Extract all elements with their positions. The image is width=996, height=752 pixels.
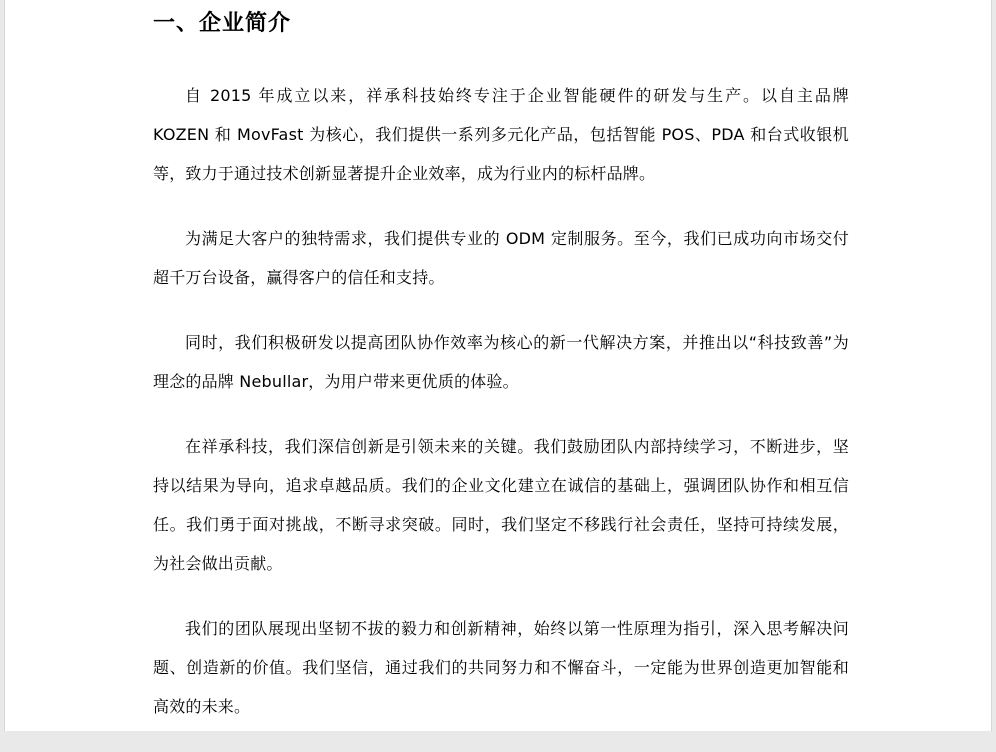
paragraph-founding: 自 2015 年成立以来，祥承科技始终专注于企业智能硬件的研发与生产。以自主品牌 KOZEN 和 MovFast 为核心，我们提供一系列多元化产品，包括智能 POS、PDA 和台式收银机等，致力于通过技术创新显著提升企业效率，成为行业内的标杆品牌。 — [153, 86, 849, 183]
document-page — [4, 0, 992, 731]
section-heading: 一、企业简介 — [153, 11, 292, 36]
paragraph-odm-service: 为满足大客户的独特需求，我们提供专业的 ODM 定制服务。至今，我们已成功向市场交付超千万台设备，赢得客户的信任和支持。 — [153, 229, 849, 287]
paragraph-team-spirit: 我们的团队展现出坚韧不拔的毅力和创新精神，始终以第一性原理为指引，深入思考解决问题、创造新的价值。我们坚信，通过我们的共同努力和不懈奋斗，一定能为世界创造更加智能和高效的未来。 — [153, 619, 849, 716]
paragraph-culture: 在祥承科技，我们深信创新是引领未来的关键。我们鼓励团队内部持续学习，不断进步，坚持以结果为导向，追求卓越品质。我们的企业文化建立在诚信的基础上，强调团队协作和相互信任。我们勇于面对挑战，不断寻求突破。同时，我们坚定不移践行社会责任，坚持可持续发展，为社会做出贡献。 — [153, 437, 849, 573]
paragraph-nebullar: 同时，我们积极研发以提高团队协作效率为核心的新一代解决方案，并推出以“科技致善”为理念的品牌 Nebullar，为用户带来更优质的体验。 — [153, 333, 849, 391]
document-body — [153, 76, 849, 752]
